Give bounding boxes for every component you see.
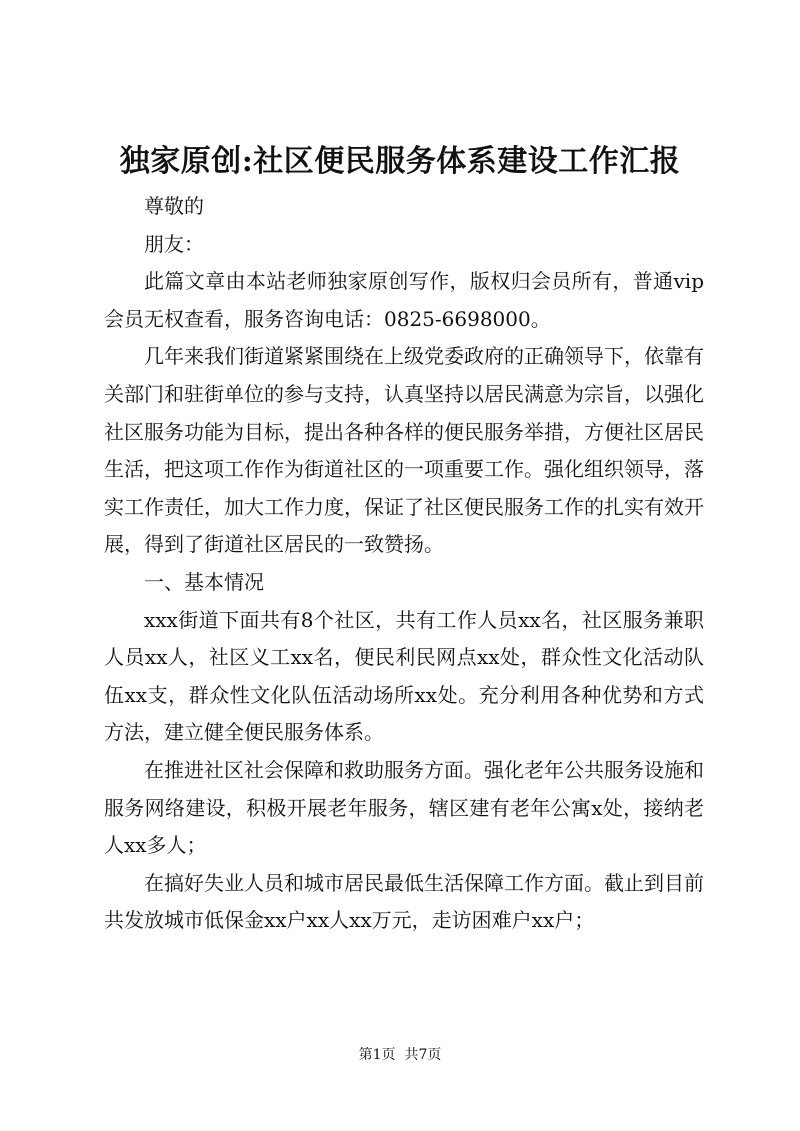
section-heading-basic-situation: 一、基本情况 [144,569,264,594]
page-number: 第1页 共7页 [358,1047,442,1063]
intro-paragraph: 几年来我们街道紧紧围绕在上级党委政府的正确领导下，依靠有关部门和驻街单位的参与支持，认真坚持以居民满意为宗旨，以强化社区服务功能为目标，提出各种各样的便民服务举措，方便社区居民生活，把这项工作作为街道社区的一项重要工作。强化组织领导，落实工作责任，加大工作力度，保证了社区便民服务工作的扎实有效开展，得到了街道社区居民的一致赞扬。 [104,344,704,557]
page-footer [0,1045,800,1065]
document-title: 独家原创:社区便民服务体系建设工作汇报 [119,144,681,179]
document-body [104,188,704,940]
salutation-line-2: 朋友： [144,231,204,256]
basic-situation-paragraph: xxx街道下面共有8个社区，共有工作人员xx名，社区服务兼职人员xx人，社区义工xx名，便民利民网点xx处，群众性文化活动队伍xx支，群众性文化队伍活动场所xx处。充分利用各种优势和方式方法，建立健全便民服务体系。 [104,607,704,745]
salutation-line-1: 尊敬的 [144,194,204,218]
social-security-paragraph: 在推进社区社会保障和救助服务方面。强化老年公共服务设施和服务网络建设，积极开展老年服务，辖区建有老年公寓x处，接纳老人xx多人； [104,757,704,858]
copyright-notice-paragraph: 此篇文章由本站老师独家原创写作，版权归会员所有，普通vip会员无权查看，服务咨询电话：0825-6698000。 [104,269,704,331]
unemployment-paragraph: 在搞好失业人员和城市居民最低生活保障工作方面。截止到目前共发放城市低保金xx户xx人xx万元，走访困难户xx户； [104,870,704,933]
